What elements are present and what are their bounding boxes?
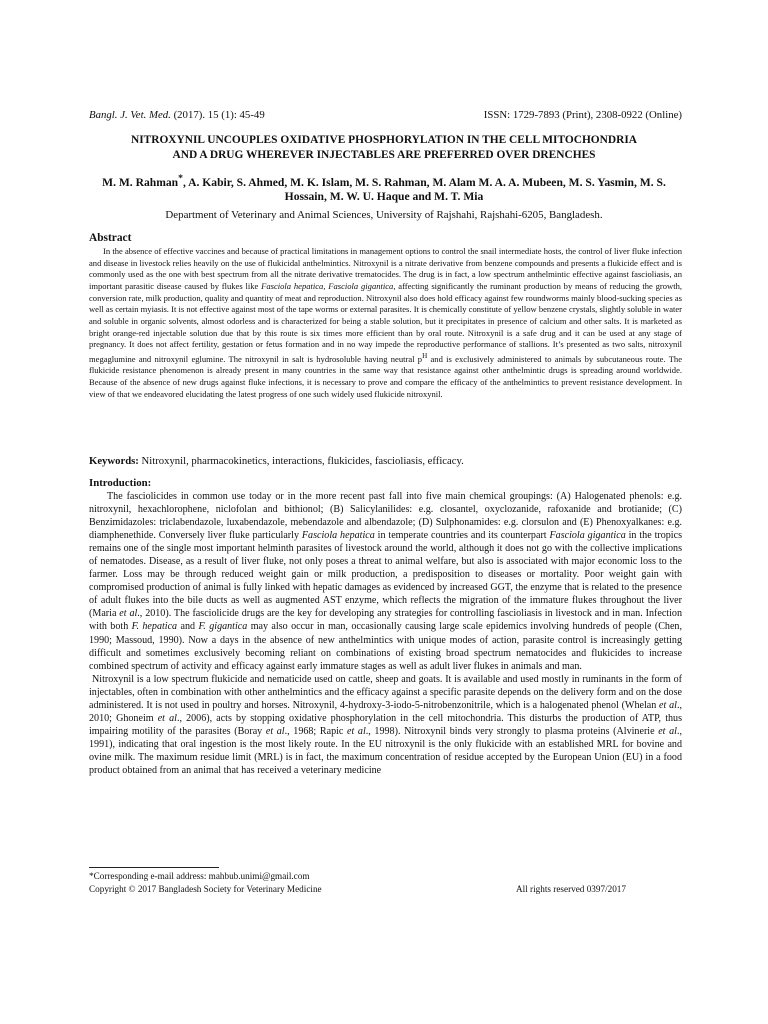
copyright-row: [89, 883, 682, 896]
abstract-sep: ,: [323, 280, 329, 291]
abstract-body: [89, 246, 682, 400]
authors-rest-1: , A. Kabir, S. Ahmed, M. K. Islam, M. S. Rahman, M. Alam M. A. A. Mubeen, M. S. Yasmin, M. S.: [182, 175, 666, 189]
text-run: ., 1991), indicating that oral ingestion is the most likely route. In the EU nitroxynil is the only flukicide with an established MRL for bovine and ovine milk. The maximum residue limit (MRL) is in fact, the maximum concentration of residue accepted by the European Union (EU) in a food product obtained from an animal that has received a veterinary medicine: [89, 725, 682, 776]
first-author: M. M. Rahman: [102, 175, 179, 189]
corresponding-email: *Corresponding e-mail address: mahbub.unimi@gmail.com: [89, 871, 310, 881]
citation: (2017). 15 (1): 45-49: [173, 109, 265, 121]
intro-paragraph-1: [89, 490, 682, 673]
text-run: in the tropics remains one of the single most important helminth parasites of livestock around the world, although it does not go with the collective implications of nematodes. Disease, as a result of liver fluke, not only poses a threat to animal welfare, but also is associated with major economic loss to the farmer. Loss may be through reduced weight gain or milk production, a predisposition to diseases or mortality. Poor weight gain with compromised production of animal is fully linked with hepatic damages as evidenced by increased GGT, the enzyme that is related to the presence of adult flukes into the bile ducts as well as augmented AST enzyme, which reflects the migration of the immature flukes throughout the liver (Maria: [89, 530, 682, 620]
abstract-text-1: In the absence of effective vaccines and because of practical limitations in management options to control the snail intermediate hosts, the control of liver fluke infection and disease in livestock relies heavily on the use of flukicidal anthelmintics. Nitroxynil is a nitrate derivative from benzene compounds and presents a flukicide effect and is commonly used as the one with best spectrum from all the nitrate derivative trematocides. The drug is in fact, a low spectrum anthelmintic effective against fascioliasis, an important parasitic disease caused by flukes like: [89, 246, 682, 291]
keywords-label: Keywords:: [89, 455, 139, 467]
text-run: The fasciolicides in common use today or in the more recent past fall into five main chemical groupings: (A) Halogenated phenols: e.g. nitroxynil, hexachlorophene, niclofolan and bithionol; (B) Salicylanilides: e.g. closantel, oxyclozanide, rafoxanide and brotianide; (C) Benzimidazoles: triclabendazole, luxabendazole, mebendazole and albendazole; (D) Sulphonamides: e.g. clorsulon and (E) Phenoxyalkanes: e.g. diamphenethide. Conversely liver fluke particularly: [89, 491, 682, 542]
et-al: et al: [659, 699, 677, 711]
journal-citation: [89, 108, 265, 122]
text-run: may also occur in man, occasionally causing large scale epidemics involving hundreds of people (Chen, 1990; Massoud, 1990). Now a days in the absence of new anthelmintics with unique modes of action, parasite control is increasingly getting difficult and sometimes exclusively becoming reliant on combinations of existing broad spectrum nematocides and flukicides to increase combined spectrum of activity and efficacy against early immature stages as well as adult liver flukes in animals and man.: [89, 621, 682, 672]
authors-line-1: [80, 172, 688, 190]
rights-reserved: All rights reserved 0397/2017: [516, 884, 626, 894]
et-al: et al: [658, 725, 677, 737]
introduction-heading: Introduction:: [89, 477, 152, 489]
title-line-1: NITROXYNIL UNCOUPLES OXIDATIVE PHOSPHORYLATION IN THE CELL MITOCHONDRIA: [130, 134, 638, 146]
keywords: [89, 454, 682, 468]
text-run: and: [177, 621, 199, 633]
abstract-text-2: , affecting significantly the ruminant production by means of reducing the growth, conversion rate, milk production, quality and quantity of meat and reproduction. Nitroxynil also does hold efficacy against few roundworms mainly blood-sucking species as well as certain myiasis. It is not effective against most of the tape worms or external parasites. It is chemically constitute of yellow benzene crystals, slightly soluble in water and soluble in organic solvents, almost odorless and is characterized for being a stable solution, but it precipitates in presence of calcium and other salts. It is marketed as bright orange-red injectable solution due that by this route is six times more efficient than by oral route. Nitroxynil is a safe drug and it can be used at any stage of pregnancy. It does not affect fertility, gestation or fetus formation and in no way impede the reproductive performance of stallions. It’s presented as two salts, nitroxynil megaglumine and nitroxynil eglumine. The nitroxynil in salt is hydrosoluble having neutral p: [89, 280, 683, 364]
species-name: Fasciola hepatica: [301, 530, 375, 542]
authors-line-2: Hossain, M. W. U. Haque and M. T. Mia: [284, 190, 484, 204]
paper-title: [80, 133, 688, 163]
copyright: Copyright © 2017 Bangladesh Society for Veterinary Medicine: [89, 884, 322, 894]
species-name: F. gigantica: [198, 621, 248, 633]
species-name: Fasciola gigantica: [549, 530, 626, 542]
footnote: [89, 870, 682, 896]
affiliation: Department of Veterinary and Animal Sciences, University of Rajshahi, Rajshahi-6205, Bangladesh.: [165, 209, 603, 221]
text-run: in temperate countries and its counterpart: [374, 530, 550, 542]
keywords-text: Nitroxynil, pharmacokinetics, interactions, flukicides, fascioliasis, efficacy.: [138, 455, 464, 467]
text-run: ., 1968; Rapic: [284, 725, 348, 737]
text-run: ., 2006), acts by stopping oxidative phosphorylation in the cell mitochondria. This disturbs the production of ATP, thus impairing motility of the parasites (Boray: [89, 712, 682, 737]
text-run: ., 2010; Ghoneim: [89, 699, 682, 724]
et-al: et al: [119, 608, 138, 620]
abstract-heading: Abstract: [89, 232, 132, 244]
species-name: F. hepatica: [131, 621, 178, 633]
journal-name: Bangl. J. Vet. Med.: [89, 109, 171, 121]
text-run: ., 2010). The fasciolicide drugs are the key for developing any strategies for controlling fascioliasis in livestock and in man. Infection with both: [89, 608, 682, 633]
abstract-text-3: and is exclusively administered to animals by subcutaneous route. The flukicide resistance phenomenon is already present in many countries in the same way that resistance against other anthelmintic drugs is spreading around worldwide. Because of the absence of new drugs against fluke infections, it is necessary to prove and compare the efficacy of the anthelmintics to prevent resistance development. In view of that we endeavored elucidating the latest progress of one such widely used flukicide nitroxynil.: [89, 353, 682, 399]
issn: ISSN: 1729-7893 (Print), 2308-0922 (Online): [483, 109, 682, 121]
corresponding-mark: *: [178, 173, 183, 184]
ph-superscript: H: [422, 351, 428, 360]
species-name: Fasciola gigantica: [328, 280, 394, 291]
author-list: [80, 172, 688, 205]
text-run: ., 1998). Nitroxynil binds very strongly to plasma proteins (Alvinerie: [365, 725, 659, 737]
title-line-2: AND A DRUG WHEREVER INJECTABLES ARE PREFERRED OVER DRENCHES: [172, 149, 596, 161]
running-header: [89, 108, 682, 122]
footnote-rule: [89, 867, 219, 868]
et-al: et al: [347, 725, 366, 737]
species-name: Fasciola hepatica: [261, 280, 324, 291]
intro-paragraph-2: [89, 673, 682, 777]
text-run: Nitroxynil is a low spectrum flukicide and nematicide used on cattle, sheep and goats. It is available and used mostly in ruminants in the form of injectables, often in combination with other anthelmintics and the efficacy against a specific parasite depends on the delivery form and on the dose administered. It is not used in poultry and horses. Nitroxynil, 4-hydroxy-3-iodo-5-nitrobenzonitrile, which is a halogenated phenol (Whelan: [89, 673, 682, 711]
introduction-body: [89, 490, 682, 777]
et-al: et al: [157, 712, 177, 724]
et-al: et al: [265, 725, 285, 737]
